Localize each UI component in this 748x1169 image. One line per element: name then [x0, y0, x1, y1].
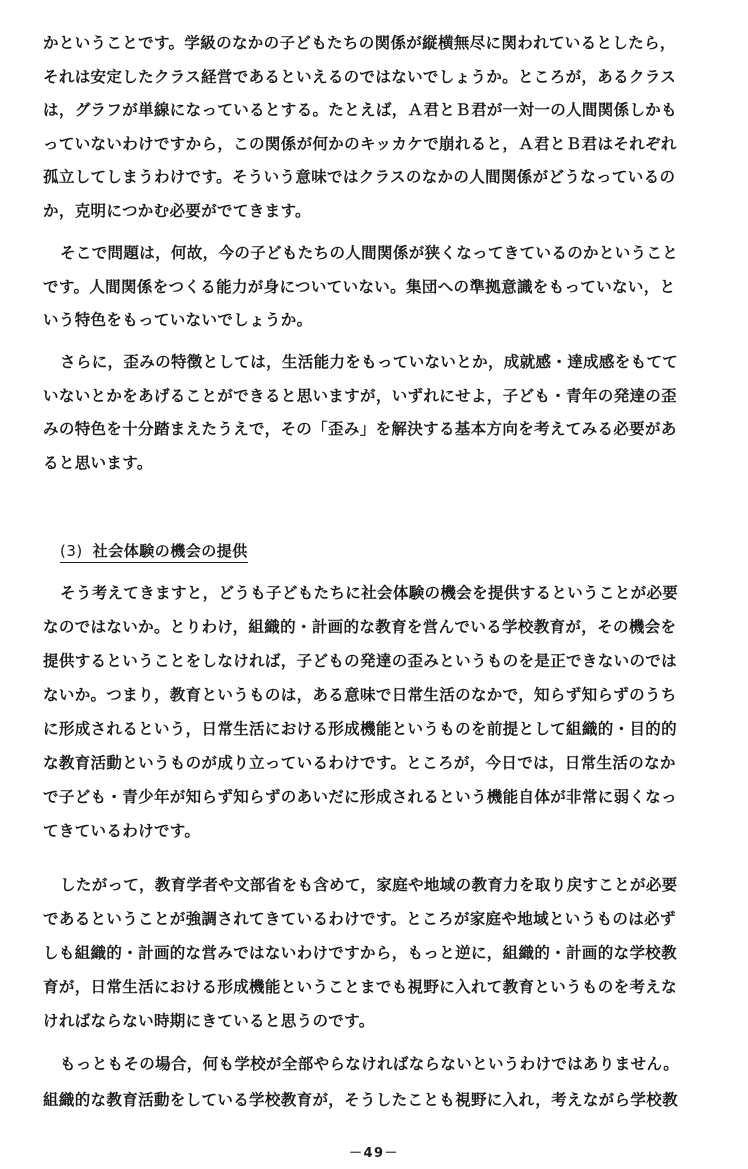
section-title: 社会体験の機会の提供 — [92, 542, 248, 560]
text-line: みの特色を十分踏まえたうえで，その「歪み」を解決する基本方向を考えてみる必要があ — [43, 420, 677, 438]
text-line: そう考えてきますと，どうも子どもたちに社会体験の機会を提供するということが必要 — [60, 584, 679, 602]
text-line: 提供するということをしなければ，子どもの発達の歪みというものを是正できないのでは — [43, 652, 678, 670]
text-line: いう特色をもっていないでしょうか。 — [43, 311, 313, 329]
text-line: は，グラフが単線になっているとする。たとえば，Ａ君とＢ君が一対一の人間関係しかも — [43, 101, 678, 119]
text-line: っていないわけですから，この関係が何かのキッカケで崩れると，Ａ君とＢ君はそれぞれ — [43, 135, 677, 153]
text-line: 組織的な教育活動をしている学校教育が，そうしたことも視野に入れ，考えながら学校教 — [43, 1091, 678, 1109]
page-number: －49－ — [348, 1146, 400, 1161]
section-number: (3) — [60, 542, 83, 560]
text-line: ると思います。 — [43, 454, 153, 472]
text-line: な教育活動というものが成り立っているわけです。ところが，今日では，日常生活のなか — [43, 754, 676, 772]
section-heading — [60, 538, 248, 564]
text-line: それは安定したクラス経営であるといえるのではないでしょうか。ところが，あるクラス — [43, 68, 677, 86]
text-line: 孤立してしまうわけです。そういう意味ではクラスのなかの人間関係がどうなっているの — [43, 168, 676, 186]
text-line: ければならない時期にきていると思うのです。 — [43, 1012, 375, 1030]
text-line: なのではないか。とりわけ，組織的・計画的な教育を営んでいる学校教育が，その機会を — [43, 618, 677, 636]
text-line: であるということが強調されてきているわけです。ところが家庭や地域というものは必ず — [43, 910, 676, 928]
text-line: しも組織的・計画的な営みではないわけですから，もっと逆に，組織的・計画的な学校教 — [43, 944, 678, 962]
text-line: で子ども・青少年が知らず知らずのあいだに形成されるという機能自体が非常に弱くなっ — [43, 788, 678, 806]
text-line: そこで問題は，何故，今の子どもたちの人間関係が狭くなってきているのかということ — [60, 244, 679, 262]
text-line: さらに，歪みの特徴としては，生活能力をもっていないとか，成就感・達成感をもてて — [60, 353, 679, 371]
text-line: もっともその場合，何も学校が全部やらなければならないというわけではありません。 — [60, 1055, 680, 1073]
text-line: です。人間関係をつくる能力が身についていない。集団への準拠意識をもっていない，と — [43, 278, 676, 296]
text-line: 育が，日常生活における形成機能ということまでも視野に入れて教育というものを考えな — [43, 978, 678, 996]
text-line: かということです。学級のなかの子どもたちの関係が縦横無尽に関われているとしたら， — [43, 34, 676, 52]
text-line: か，克明につかむ必要がでてきます。 — [43, 202, 311, 220]
text-line: いないとかをあげることができると思いますが，いずれにせよ，子ども・青年の発達の歪 — [43, 387, 678, 405]
text-line: てきているわけです。 — [43, 822, 201, 840]
text-line: ないか。つまり，教育というものは，ある意味で日常生活のなかで，知らず知らずのうち — [43, 686, 677, 704]
text-line: したがって，教育学者や文部省をも含めて，家庭や地域の教育力を取り戻すことが必要 — [60, 876, 678, 894]
text-line: に形成されるという，日常生活における形成機能というものを前提として組織的・目的的 — [43, 720, 678, 738]
heading-underline — [60, 562, 248, 563]
